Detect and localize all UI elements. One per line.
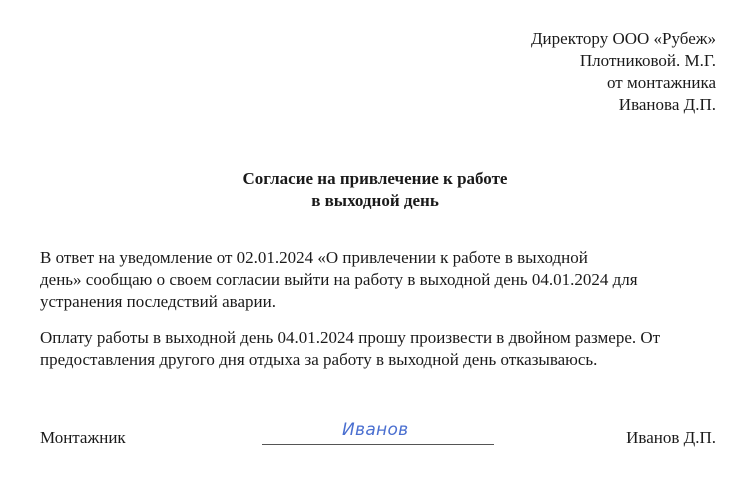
addressee-block — [531, 28, 716, 116]
paragraph-line: день» сообщаю о своем согласии выйти на работу в выходной день 04.01.2024 для — [40, 270, 638, 289]
body-paragraph-2 — [40, 327, 730, 371]
paragraph-line: В ответ на уведомление от 02.01.2024 «О привлечении к работе в выходной — [40, 248, 588, 267]
position-label: Монтажник — [40, 428, 126, 447]
document-title-line-1: Согласие на привлечение к работе — [242, 169, 508, 188]
addressee-line-from: от монтажника — [607, 73, 716, 92]
addressee-line-recipient: Директору ООО «Рубеж» — [530, 29, 716, 48]
document-title — [0, 168, 750, 212]
addressee-line-recipient-name: Плотниковой. М.Г. — [579, 51, 716, 70]
addressee-line-sender-name: Иванова Д.П. — [618, 95, 716, 114]
signature-row — [0, 420, 750, 455]
paragraph-line: устранения последствий аварии. — [40, 292, 276, 311]
document-title-line-2: в выходной день — [311, 191, 439, 210]
signature-line — [262, 444, 494, 445]
body-paragraph-1 — [40, 247, 730, 313]
handwritten-signature: Иванов — [342, 420, 409, 440]
paragraph-line: предоставления другого дня отдыха за работу в выходной день отказываюсь. — [40, 350, 598, 369]
paragraph-line: Оплату работы в выходной день 04.01.2024 прошу произвести в двойном размере. От — [40, 328, 661, 347]
signer-name: Иванов Д.П. — [626, 428, 716, 447]
